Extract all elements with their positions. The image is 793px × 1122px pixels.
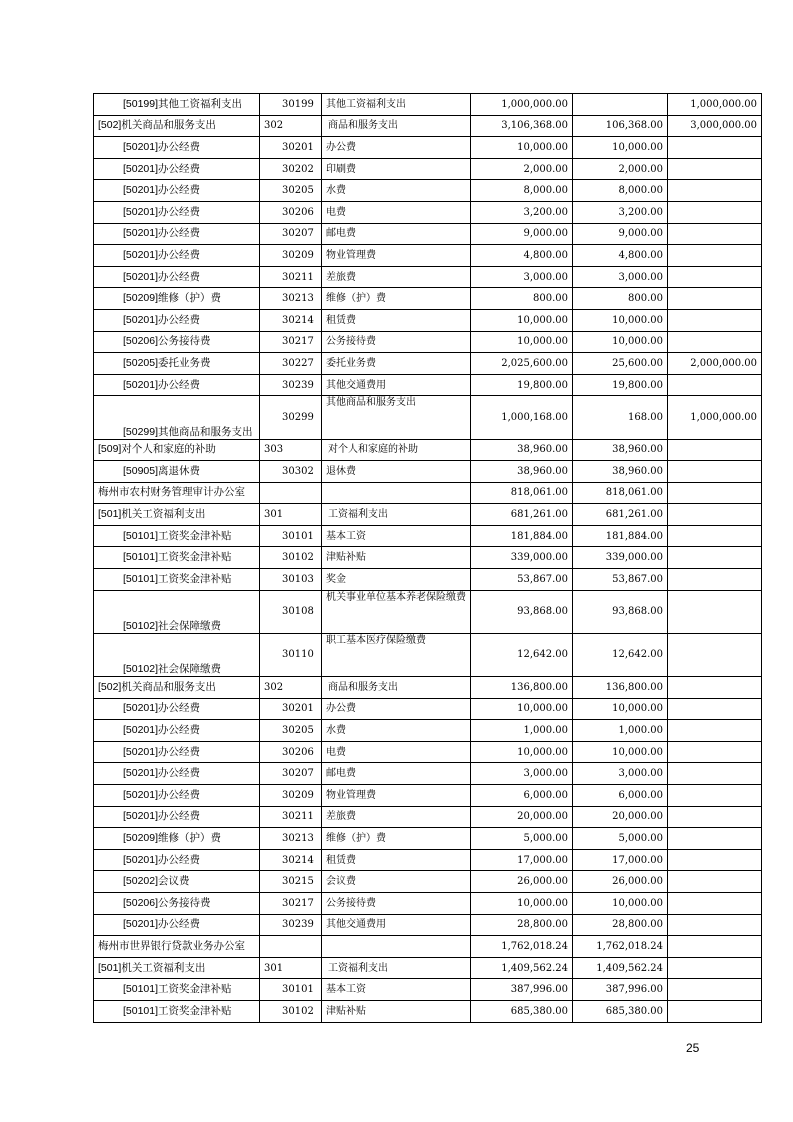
total-amount-cell: 10,000.00 bbox=[471, 698, 573, 720]
economic-code-cell: 30205 bbox=[260, 720, 322, 742]
function-subject-cell: [50202]会议费 bbox=[94, 871, 260, 893]
economic-subject-cell: 基本工资 bbox=[322, 525, 471, 547]
table-row bbox=[94, 94, 762, 116]
project-expenditure-cell bbox=[668, 892, 762, 914]
total-amount-cell: 9,000.00 bbox=[471, 223, 573, 245]
economic-subject-cell: 基本工资 bbox=[322, 979, 471, 1001]
function-subject-cell: [50299]其他商品和服务支出 bbox=[94, 396, 260, 439]
economic-subject-cell: 商品和服务支出 bbox=[322, 677, 471, 699]
total-amount-cell: 8,000.00 bbox=[471, 180, 573, 202]
table-row bbox=[94, 698, 762, 720]
total-amount-cell: 20,000.00 bbox=[471, 806, 573, 828]
economic-code-cell: 30239 bbox=[260, 914, 322, 936]
basic-expenditure-cell: 4,800.00 bbox=[573, 245, 668, 267]
project-expenditure-cell bbox=[668, 633, 762, 676]
economic-code-cell: 30101 bbox=[260, 979, 322, 1001]
table-row bbox=[94, 374, 762, 396]
table-row bbox=[94, 677, 762, 699]
table-row bbox=[94, 223, 762, 245]
total-amount-cell: 10,000.00 bbox=[471, 331, 573, 353]
basic-expenditure-cell: 339,000.00 bbox=[573, 547, 668, 569]
project-expenditure-cell bbox=[668, 957, 762, 979]
total-amount-cell: 1,000.00 bbox=[471, 720, 573, 742]
function-subject-cell: [50201]办公经费 bbox=[94, 245, 260, 267]
economic-subject-cell: 办公费 bbox=[322, 137, 471, 159]
project-expenditure-cell: 1,000,000.00 bbox=[668, 94, 762, 116]
table-row bbox=[94, 439, 762, 461]
economic-subject-cell: 其他交通费用 bbox=[322, 374, 471, 396]
function-subject-cell: [50201]办公经费 bbox=[94, 374, 260, 396]
table-row bbox=[94, 979, 762, 1001]
economic-code-cell: 30239 bbox=[260, 374, 322, 396]
total-amount-cell: 12,642.00 bbox=[471, 633, 573, 676]
function-subject-cell: 梅州市农村财务管理审计办公室 bbox=[94, 482, 260, 504]
function-subject-cell: [50201]办公经费 bbox=[94, 180, 260, 202]
economic-code-cell: 301 bbox=[260, 504, 322, 526]
total-amount-cell: 136,800.00 bbox=[471, 677, 573, 699]
basic-expenditure-cell: 6,000.00 bbox=[573, 785, 668, 807]
project-expenditure-cell bbox=[668, 309, 762, 331]
function-subject-cell: [50201]办公经费 bbox=[94, 137, 260, 159]
economic-subject-cell: 差旅费 bbox=[322, 266, 471, 288]
function-subject-cell: [50201]办公经费 bbox=[94, 914, 260, 936]
economic-code-cell: 30302 bbox=[260, 461, 322, 483]
economic-subject-cell: 电费 bbox=[322, 201, 471, 223]
table-row bbox=[94, 871, 762, 893]
economic-code-cell: 30217 bbox=[260, 331, 322, 353]
basic-expenditure-cell: 181,884.00 bbox=[573, 525, 668, 547]
economic-subject-cell: 委托业务费 bbox=[322, 353, 471, 375]
project-expenditure-cell bbox=[668, 245, 762, 267]
project-expenditure-cell bbox=[668, 288, 762, 310]
economic-subject-cell: 工资福利支出 bbox=[322, 957, 471, 979]
table-row bbox=[94, 806, 762, 828]
table-row bbox=[94, 849, 762, 871]
total-amount-cell: 1,409,562.24 bbox=[471, 957, 573, 979]
project-expenditure-cell bbox=[668, 806, 762, 828]
economic-subject-cell: 邮电费 bbox=[322, 223, 471, 245]
basic-expenditure-cell: 387,996.00 bbox=[573, 979, 668, 1001]
table-row bbox=[94, 482, 762, 504]
economic-subject-cell: 邮电费 bbox=[322, 763, 471, 785]
table-row bbox=[94, 914, 762, 936]
basic-expenditure-cell: 10,000.00 bbox=[573, 331, 668, 353]
total-amount-cell: 28,800.00 bbox=[471, 914, 573, 936]
total-amount-cell: 681,261.00 bbox=[471, 504, 573, 526]
economic-subject-cell: 租赁费 bbox=[322, 309, 471, 331]
total-amount-cell: 26,000.00 bbox=[471, 871, 573, 893]
basic-expenditure-cell: 3,000.00 bbox=[573, 266, 668, 288]
total-amount-cell: 6,000.00 bbox=[471, 785, 573, 807]
project-expenditure-cell bbox=[668, 741, 762, 763]
economic-code-cell: 30299 bbox=[260, 396, 322, 439]
function-subject-cell: [50205]委托业务费 bbox=[94, 353, 260, 375]
total-amount-cell: 2,025,600.00 bbox=[471, 353, 573, 375]
project-expenditure-cell bbox=[668, 785, 762, 807]
project-expenditure-cell: 2,000,000.00 bbox=[668, 353, 762, 375]
total-amount-cell: 5,000.00 bbox=[471, 828, 573, 850]
project-expenditure-cell bbox=[668, 979, 762, 1001]
basic-expenditure-cell: 2,000.00 bbox=[573, 158, 668, 180]
project-expenditure-cell bbox=[668, 677, 762, 699]
economic-code-cell: 30199 bbox=[260, 94, 322, 116]
function-subject-cell: [50201]办公经费 bbox=[94, 785, 260, 807]
total-amount-cell: 38,960.00 bbox=[471, 439, 573, 461]
economic-subject-cell: 物业管理费 bbox=[322, 785, 471, 807]
total-amount-cell: 17,000.00 bbox=[471, 849, 573, 871]
economic-subject-cell: 机关事业单位基本养老保险缴费 bbox=[322, 590, 471, 633]
economic-code-cell bbox=[260, 936, 322, 958]
economic-code-cell: 30102 bbox=[260, 547, 322, 569]
economic-code-cell: 30201 bbox=[260, 137, 322, 159]
project-expenditure-cell bbox=[668, 1000, 762, 1022]
economic-code-cell: 30103 bbox=[260, 569, 322, 591]
economic-code-cell: 30202 bbox=[260, 158, 322, 180]
economic-subject-cell: 商品和服务支出 bbox=[322, 115, 471, 137]
function-subject-cell: [50201]办公经费 bbox=[94, 741, 260, 763]
function-subject-cell: [50201]办公经费 bbox=[94, 223, 260, 245]
function-subject-cell: [50101]工资奖金津补贴 bbox=[94, 569, 260, 591]
total-amount-cell: 1,762,018.24 bbox=[471, 936, 573, 958]
project-expenditure-cell bbox=[668, 828, 762, 850]
table-row bbox=[94, 763, 762, 785]
project-expenditure-cell bbox=[668, 158, 762, 180]
economic-code-cell: 30102 bbox=[260, 1000, 322, 1022]
table-row bbox=[94, 353, 762, 375]
economic-subject-cell: 办公费 bbox=[322, 698, 471, 720]
total-amount-cell: 4,800.00 bbox=[471, 245, 573, 267]
economic-code-cell: 30217 bbox=[260, 892, 322, 914]
basic-expenditure-cell: 1,000.00 bbox=[573, 720, 668, 742]
basic-expenditure-cell: 38,960.00 bbox=[573, 439, 668, 461]
total-amount-cell: 3,000.00 bbox=[471, 266, 573, 288]
economic-subject-cell: 其他商品和服务支出 bbox=[322, 396, 471, 439]
project-expenditure-cell bbox=[668, 914, 762, 936]
function-subject-cell: [50209]维修（护）费 bbox=[94, 828, 260, 850]
basic-expenditure-cell: 1,409,562.24 bbox=[573, 957, 668, 979]
basic-expenditure-cell bbox=[573, 94, 668, 116]
basic-expenditure-cell: 93,868.00 bbox=[573, 590, 668, 633]
economic-code-cell: 30213 bbox=[260, 828, 322, 850]
table-row bbox=[94, 115, 762, 137]
function-subject-cell: [509]对个人和家庭的补助 bbox=[94, 439, 260, 461]
function-subject-cell: [50201]办公经费 bbox=[94, 806, 260, 828]
function-subject-cell: [50206]公务接待费 bbox=[94, 331, 260, 353]
total-amount-cell: 800.00 bbox=[471, 288, 573, 310]
economic-code-cell: 30213 bbox=[260, 288, 322, 310]
economic-code-cell: 30214 bbox=[260, 849, 322, 871]
basic-expenditure-cell: 5,000.00 bbox=[573, 828, 668, 850]
economic-code-cell: 30108 bbox=[260, 590, 322, 633]
basic-expenditure-cell: 685,380.00 bbox=[573, 1000, 668, 1022]
project-expenditure-cell: 1,000,000.00 bbox=[668, 396, 762, 439]
function-subject-cell: [50199]其他工资福利支出 bbox=[94, 94, 260, 116]
total-amount-cell: 2,000.00 bbox=[471, 158, 573, 180]
total-amount-cell: 3,200.00 bbox=[471, 201, 573, 223]
project-expenditure-cell bbox=[668, 223, 762, 245]
project-expenditure-cell bbox=[668, 374, 762, 396]
function-subject-cell: [50201]办公经费 bbox=[94, 763, 260, 785]
table-row bbox=[94, 504, 762, 526]
project-expenditure-cell bbox=[668, 569, 762, 591]
function-subject-cell: [501]机关工资福利支出 bbox=[94, 504, 260, 526]
function-subject-cell: [50201]办公经费 bbox=[94, 266, 260, 288]
total-amount-cell: 10,000.00 bbox=[471, 892, 573, 914]
basic-expenditure-cell: 3,000.00 bbox=[573, 763, 668, 785]
economic-code-cell: 30209 bbox=[260, 245, 322, 267]
basic-expenditure-cell: 136,800.00 bbox=[573, 677, 668, 699]
project-expenditure-cell bbox=[668, 871, 762, 893]
project-expenditure-cell bbox=[668, 763, 762, 785]
total-amount-cell: 10,000.00 bbox=[471, 741, 573, 763]
economic-code-cell: 302 bbox=[260, 677, 322, 699]
basic-expenditure-cell: 10,000.00 bbox=[573, 892, 668, 914]
economic-subject-cell: 对个人和家庭的补助 bbox=[322, 439, 471, 461]
economic-code-cell: 30211 bbox=[260, 806, 322, 828]
economic-subject-cell: 会议费 bbox=[322, 871, 471, 893]
economic-code-cell: 30206 bbox=[260, 741, 322, 763]
basic-expenditure-cell: 168.00 bbox=[573, 396, 668, 439]
basic-expenditure-cell: 20,000.00 bbox=[573, 806, 668, 828]
total-amount-cell: 1,000,168.00 bbox=[471, 396, 573, 439]
table-row bbox=[94, 720, 762, 742]
economic-code-cell: 30215 bbox=[260, 871, 322, 893]
economic-subject-cell: 其他交通费用 bbox=[322, 914, 471, 936]
table-row bbox=[94, 547, 762, 569]
project-expenditure-cell bbox=[668, 137, 762, 159]
page-number: 25 bbox=[686, 1041, 700, 1055]
economic-subject-cell: 维修（护）费 bbox=[322, 828, 471, 850]
table-row bbox=[94, 331, 762, 353]
total-amount-cell: 19,800.00 bbox=[471, 374, 573, 396]
economic-code-cell: 30101 bbox=[260, 525, 322, 547]
project-expenditure-cell bbox=[668, 720, 762, 742]
economic-subject-cell: 津贴补贴 bbox=[322, 547, 471, 569]
economic-subject-cell bbox=[322, 936, 471, 958]
basic-expenditure-cell: 800.00 bbox=[573, 288, 668, 310]
function-subject-cell: 梅州市世界银行贷款业务办公室 bbox=[94, 936, 260, 958]
basic-expenditure-cell: 12,642.00 bbox=[573, 633, 668, 676]
economic-code-cell: 30110 bbox=[260, 633, 322, 676]
function-subject-cell: [50201]办公经费 bbox=[94, 720, 260, 742]
basic-expenditure-cell: 9,000.00 bbox=[573, 223, 668, 245]
function-subject-cell: [502]机关商品和服务支出 bbox=[94, 677, 260, 699]
table-row bbox=[94, 245, 762, 267]
project-expenditure-cell bbox=[668, 180, 762, 202]
economic-code-cell: 30227 bbox=[260, 353, 322, 375]
basic-expenditure-cell: 38,960.00 bbox=[573, 461, 668, 483]
project-expenditure-cell: 3,000,000.00 bbox=[668, 115, 762, 137]
total-amount-cell: 10,000.00 bbox=[471, 137, 573, 159]
economic-subject-cell: 维修（护）费 bbox=[322, 288, 471, 310]
function-subject-cell: [50101]工资奖金津补贴 bbox=[94, 1000, 260, 1022]
project-expenditure-cell bbox=[668, 461, 762, 483]
economic-subject-cell: 公务接待费 bbox=[322, 892, 471, 914]
basic-expenditure-cell: 106,368.00 bbox=[573, 115, 668, 137]
basic-expenditure-cell: 1,762,018.24 bbox=[573, 936, 668, 958]
economic-subject-cell: 奖金 bbox=[322, 569, 471, 591]
basic-expenditure-cell: 681,261.00 bbox=[573, 504, 668, 526]
economic-subject-cell: 津贴补贴 bbox=[322, 1000, 471, 1022]
function-subject-cell: [501]机关工资福利支出 bbox=[94, 957, 260, 979]
economic-subject-cell: 工资福利支出 bbox=[322, 504, 471, 526]
economic-code-cell: 30206 bbox=[260, 201, 322, 223]
table-row bbox=[94, 396, 762, 439]
budget-table bbox=[93, 93, 762, 1023]
project-expenditure-cell bbox=[668, 547, 762, 569]
total-amount-cell: 3,106,368.00 bbox=[471, 115, 573, 137]
total-amount-cell: 38,960.00 bbox=[471, 461, 573, 483]
economic-subject-cell: 电费 bbox=[322, 741, 471, 763]
project-expenditure-cell bbox=[668, 482, 762, 504]
total-amount-cell: 818,061.00 bbox=[471, 482, 573, 504]
economic-code-cell: 30211 bbox=[260, 266, 322, 288]
table-row bbox=[94, 137, 762, 159]
economic-subject-cell: 水费 bbox=[322, 180, 471, 202]
basic-expenditure-cell: 10,000.00 bbox=[573, 741, 668, 763]
function-subject-cell: [50101]工资奖金津补贴 bbox=[94, 525, 260, 547]
project-expenditure-cell bbox=[668, 936, 762, 958]
basic-expenditure-cell: 10,000.00 bbox=[573, 137, 668, 159]
project-expenditure-cell bbox=[668, 590, 762, 633]
function-subject-cell: [50201]办公经费 bbox=[94, 201, 260, 223]
table-row bbox=[94, 525, 762, 547]
economic-subject-cell: 差旅费 bbox=[322, 806, 471, 828]
basic-expenditure-cell: 53,867.00 bbox=[573, 569, 668, 591]
function-subject-cell: [50102]社会保障缴费 bbox=[94, 633, 260, 676]
project-expenditure-cell bbox=[668, 266, 762, 288]
function-subject-cell: [50101]工资奖金津补贴 bbox=[94, 979, 260, 1001]
function-subject-cell: [50905]离退休费 bbox=[94, 461, 260, 483]
total-amount-cell: 181,884.00 bbox=[471, 525, 573, 547]
table-row bbox=[94, 180, 762, 202]
total-amount-cell: 10,000.00 bbox=[471, 309, 573, 331]
economic-code-cell: 30214 bbox=[260, 309, 322, 331]
basic-expenditure-cell: 19,800.00 bbox=[573, 374, 668, 396]
economic-subject-cell: 退休费 bbox=[322, 461, 471, 483]
economic-subject-cell: 其他工资福利支出 bbox=[322, 94, 471, 116]
total-amount-cell: 387,996.00 bbox=[471, 979, 573, 1001]
basic-expenditure-cell: 26,000.00 bbox=[573, 871, 668, 893]
table-row bbox=[94, 569, 762, 591]
economic-subject-cell: 租赁费 bbox=[322, 849, 471, 871]
table-row bbox=[94, 158, 762, 180]
table-row bbox=[94, 633, 762, 676]
economic-code-cell: 303 bbox=[260, 439, 322, 461]
project-expenditure-cell bbox=[668, 331, 762, 353]
table-row bbox=[94, 892, 762, 914]
total-amount-cell: 93,868.00 bbox=[471, 590, 573, 633]
function-subject-cell: [50209]维修（护）费 bbox=[94, 288, 260, 310]
function-subject-cell: [502]机关商品和服务支出 bbox=[94, 115, 260, 137]
table-row bbox=[94, 1000, 762, 1022]
economic-subject-cell: 物业管理费 bbox=[322, 245, 471, 267]
project-expenditure-cell bbox=[668, 525, 762, 547]
table-row bbox=[94, 936, 762, 958]
total-amount-cell: 1,000,000.00 bbox=[471, 94, 573, 116]
economic-code-cell: 301 bbox=[260, 957, 322, 979]
project-expenditure-cell bbox=[668, 504, 762, 526]
basic-expenditure-cell: 10,000.00 bbox=[573, 698, 668, 720]
table-row bbox=[94, 266, 762, 288]
project-expenditure-cell bbox=[668, 698, 762, 720]
economic-code-cell: 302 bbox=[260, 115, 322, 137]
basic-expenditure-cell: 818,061.00 bbox=[573, 482, 668, 504]
total-amount-cell: 3,000.00 bbox=[471, 763, 573, 785]
economic-code-cell: 30207 bbox=[260, 763, 322, 785]
table-row bbox=[94, 785, 762, 807]
economic-subject-cell: 职工基本医疗保险缴费 bbox=[322, 633, 471, 676]
basic-expenditure-cell: 17,000.00 bbox=[573, 849, 668, 871]
function-subject-cell: [50201]办公经费 bbox=[94, 309, 260, 331]
function-subject-cell: [50102]社会保障缴费 bbox=[94, 590, 260, 633]
table-row bbox=[94, 957, 762, 979]
function-subject-cell: [50201]办公经费 bbox=[94, 698, 260, 720]
project-expenditure-cell bbox=[668, 439, 762, 461]
basic-expenditure-cell: 28,800.00 bbox=[573, 914, 668, 936]
budget-table-body bbox=[94, 94, 762, 1023]
table-row bbox=[94, 288, 762, 310]
basic-expenditure-cell: 25,600.00 bbox=[573, 353, 668, 375]
function-subject-cell: [50201]办公经费 bbox=[94, 849, 260, 871]
basic-expenditure-cell: 10,000.00 bbox=[573, 309, 668, 331]
economic-code-cell bbox=[260, 482, 322, 504]
economic-subject-cell bbox=[322, 482, 471, 504]
total-amount-cell: 53,867.00 bbox=[471, 569, 573, 591]
table-row bbox=[94, 461, 762, 483]
table-row bbox=[94, 741, 762, 763]
function-subject-cell: [50201]办公经费 bbox=[94, 158, 260, 180]
basic-expenditure-cell: 3,200.00 bbox=[573, 201, 668, 223]
economic-subject-cell: 印刷费 bbox=[322, 158, 471, 180]
total-amount-cell: 685,380.00 bbox=[471, 1000, 573, 1022]
basic-expenditure-cell: 8,000.00 bbox=[573, 180, 668, 202]
economic-code-cell: 30209 bbox=[260, 785, 322, 807]
table-row bbox=[94, 828, 762, 850]
table-row bbox=[94, 590, 762, 633]
economic-code-cell: 30207 bbox=[260, 223, 322, 245]
economic-code-cell: 30205 bbox=[260, 180, 322, 202]
economic-code-cell: 30201 bbox=[260, 698, 322, 720]
economic-subject-cell: 水费 bbox=[322, 720, 471, 742]
project-expenditure-cell bbox=[668, 849, 762, 871]
function-subject-cell: [50101]工资奖金津补贴 bbox=[94, 547, 260, 569]
table-row bbox=[94, 201, 762, 223]
economic-subject-cell: 公务接待费 bbox=[322, 331, 471, 353]
total-amount-cell: 339,000.00 bbox=[471, 547, 573, 569]
project-expenditure-cell bbox=[668, 201, 762, 223]
function-subject-cell: [50206]公务接待费 bbox=[94, 892, 260, 914]
table-row bbox=[94, 309, 762, 331]
